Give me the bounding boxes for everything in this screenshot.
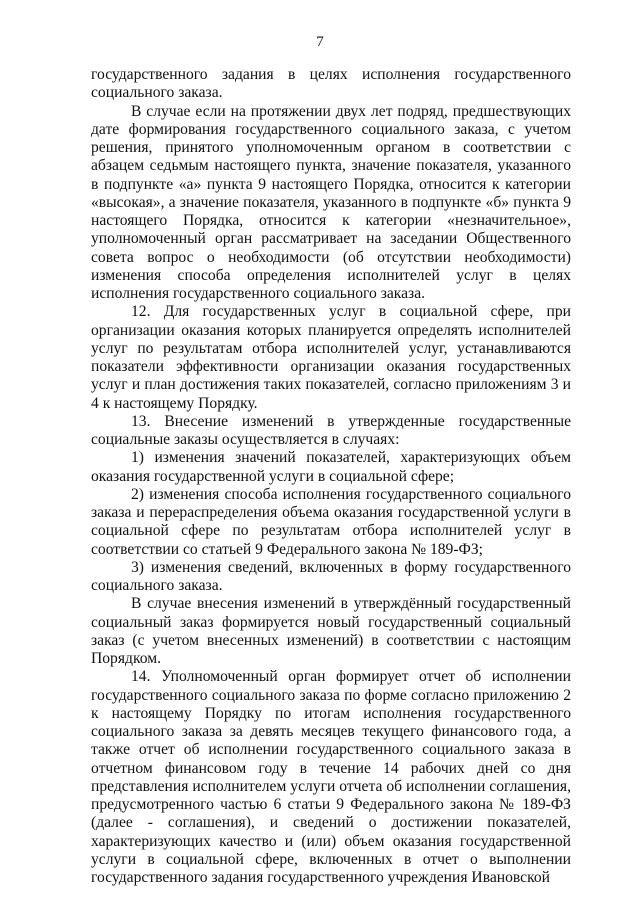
paragraph-item-13: 13. Внесение изменений в утвержденные государственные социальные заказы осуществляется в случаях: <box>91 412 571 448</box>
paragraph-new-order: В случае внесения изменений в утверждённый государственный социальный заказ формируется новый государственный социальный заказ (с учетом внесенных изменений) в соответствии с настоящим Порядком. <box>91 595 571 667</box>
paragraph-public-council: В случае если на протяжении двух лет подряд, предшествующих дате формирования государственного социального заказа, с учетом решения, принятого уполномоченным органом в соответствии с абзацем седьмым настоящего пункта, значение показателя, указанного в подпункте «а» пункта 9 настоящего Порядка, относится к категории «высокая», а значение показателя, указанного в подпункте «б» пункта 9 настоящего Порядка, относится к категории «незначительное», уполномоченный орган рассматривает на заседании Общественного совета вопрос о необходимости (об отсутствии необходимости) изменения способа определения исполнителей услуг в целях исполнения государственного социального заказа. <box>91 102 571 302</box>
page-number: 7 <box>316 34 324 50</box>
list-item-2: 2) изменения способа исполнения государственного социального заказа и перераспределения объема оказания государственной услуги в социальной сфере по результатам отбора исполнителей услуг в соответствии со статьей 9 Федерального закона № 189-ФЗ; <box>91 485 571 558</box>
paragraph-item-12: 12. Для государственных услуг в социальной сфере, при организации оказания которых планируется определять исполнителей услуг по результатам отбора исполнителей услуг, устанавливаются показатели эффективности организации оказания государственных услуг и план достижения таких показателей, согласно приложениям 3 и 4 к настоящему Порядку. <box>91 303 571 412</box>
paragraph-item-14: 14. Уполномоченный орган формирует отчет об исполнении государственного социального заказа по форме согласно приложению 2 к настоящему Порядку по итогам исполнения государственного социального заказа за девять месяцев текущего финансового года, а также отчет об исполнении государственного социального заказа в отчетном финансовом году в течение 14 рабочих дней со дня представления исполнителем услуги отчета об исполнении соглашения, предусмотренного частью 6 статьи 9 Федерального закона № 189-ФЗ (далее - соглашения), и сведений о достижении показателей, характеризующих качество и (или) объем оказания государственной услуги в социальной сфере, включенных в отчет о выполнении государственного задания государственного учреждения Ивановской <box>91 668 571 886</box>
document-body <box>91 66 571 887</box>
list-item-1: 1) изменения значений показателей, характеризующих объем оказания государственной услуги в социальной сфере; <box>91 449 571 485</box>
paragraph-continuation: государственного задания в целях исполнения государственного социального заказа. <box>91 66 571 102</box>
list-item-3: 3) изменения сведений, включенных в форму государственного социального заказа. <box>91 558 571 594</box>
